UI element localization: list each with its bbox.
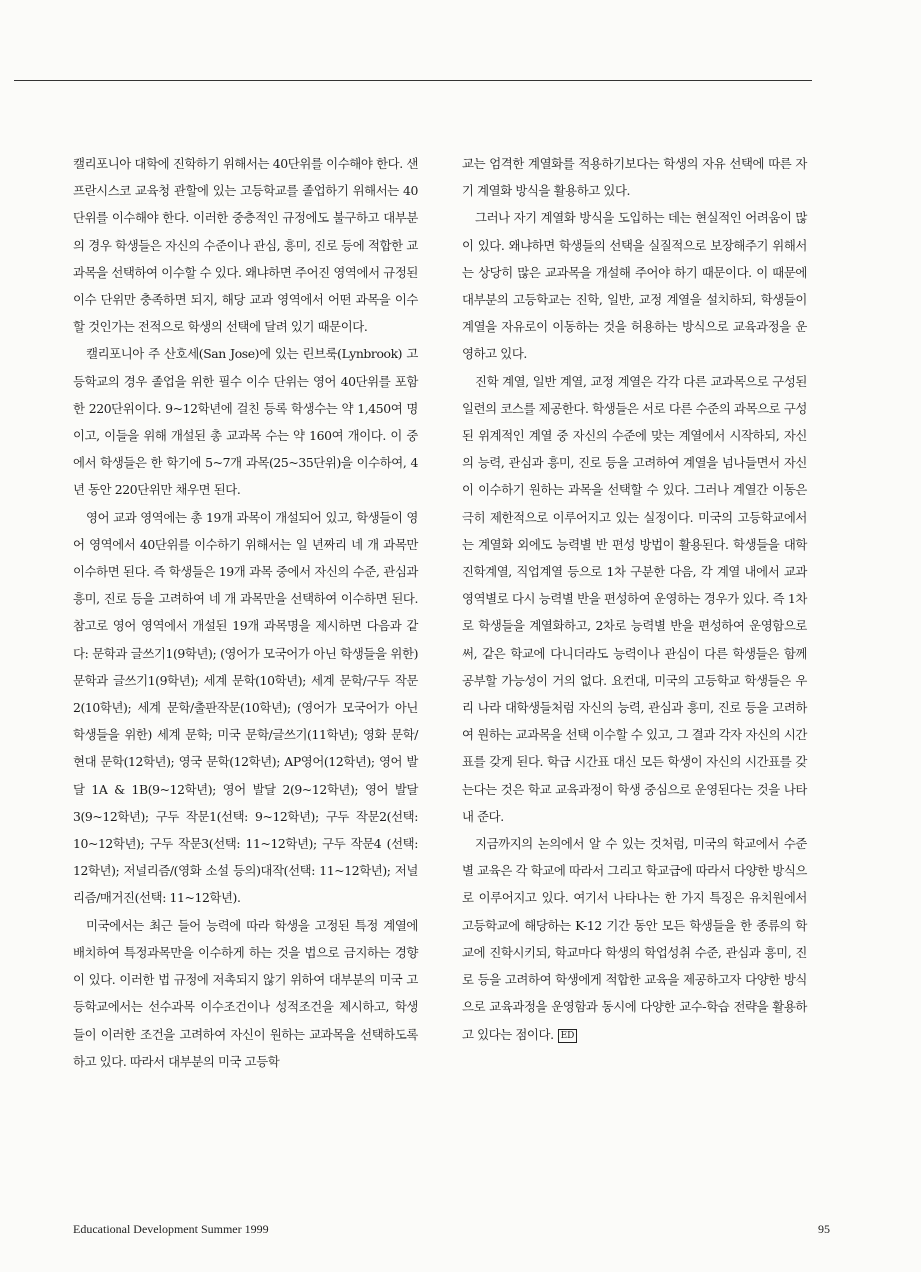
- paragraph: 캘리포니아 주 산호세(San Jose)에 있는 린브룩(Lynbrook) 고등학교의 경우 졸업을 위한 필수 이수 단위는 영어 40단위를 포함한 220단위이다. 9~12학년에 걸친 등록 학생수는 약 1,450여 명이고, 이들을 위해 개설된 총 교과목 수는 약 160여 개이다. 이 중에서 학생들은 한 학기에 5~7개 과목(25~35단위)을 이수하여, 4년 동안 220단위만 채우면 된다.: [73, 346, 418, 498]
- header-rule: [14, 80, 812, 81]
- footer-journal-title: Educational Development Summer 1999: [73, 1222, 269, 1236]
- right-column: [462, 150, 807, 1048]
- paragraph: 진학 계열, 일반 계열, 교정 계열은 각각 다른 교과목으로 구성된 일련의 코스를 제공한다. 학생들은 서로 다른 수준의 과목으로 구성된 위계적인 계열 중 자신의 수준에 맞는 계열에서 시작하되, 자신의 능력, 관심과 흥미, 진로 등을 고려하여 계열을 넘나들면서 자신이 이수하기 원하는 과목을 선택할 수 있다. 그러나 계열간 이동은 극히 제한적으로 이루어지고 있는 실정이다. 미국의 고등학교에서는 계열화 외에도 능력별 반 편성 방법이 활용된다. 학생들을 대학진학계열, 직업계열 등으로 1차 구분한 다음, 각 계열 내에서 교과 영역별로 다시 능력별 반을 편성하여 운영하는 경우가 있다. 즉 1차로 학생들을 계열화하고, 2차로 능력별 반을 편성하여 운영함으로써, 같은 학교에 다니더라도 능력이나 관심이 다른 학생들은 함께 공부할 가능성이 거의 없다. 요컨대, 미국의 고등학교 학생들은 우리 나라 대학생들처럼 자신의 능력, 관심과 흥미, 진로 등을 고려하여 원하는 교과목을 선택 이수할 수 있고, 그 결과 각자 자신의 시간표를 갖게 된다. 학급 시간표 대신 모든 학생이 자신의 시간표를 갖는다는 것은 학교 교육과정이 학생 중심으로 운영된다는 것을 나타내 준다.: [462, 373, 807, 824]
- paragraph: 영어 교과 영역에는 총 19개 과목이 개설되어 있고, 학생들이 영어 영역에서 40단위를 이수하기 위해서는 일 년짜리 네 개 과목만 이수하면 된다. 즉 학생들은 19개 과목 중에서 자신의 수준, 관심과 흥미, 진로 등을 고려하여 네 개 과목만을 선택하여 이수하면 된다. 참고로 영어 영역에서 개설된 19개 과목명을 제시하면 다음과 같다: 문학과 글쓰기1(9학년); (영어가 모국어가 아닌 학생들을 위한) 문학과 글쓰기1(9학년); 세계 문학(10학년); 세계 문학/구두 작문2(10학년); 세계 문학/출판작문(10학년); (영어가 모국어가 아닌 학생들을 위한) 세계 문학; 미국 문학/글쓰기(11학년); 영화 문학/현대 문학(12학년); 영국 문학(12학년); AP영어(12학년); 영어 발달 1A & 1B(9~12학년); 영어 발달 2(9~12학년); 영어 발달 3(9~12학년); 구두 작문1(선택: 9~12학년); 구두 작문2(선택: 10~12학년); 구두 작문3(선택: 11~12학년); 구두 작문4 (선택: 12학년); 저널리즘/(영화 소설 등의)대작(선택: 11~12학년); 저널리즘/매거진(선택: 11~12학년).: [73, 509, 418, 906]
- paragraph-text: 지금까지의 논의에서 알 수 있는 것처럼, 미국의 학교에서 수준별 교육은 각 학교에 따라서 그리고 학교급에 따라서 다양한 방식으로 이루어지고 있다. 여기서 나타나는 한 가지 특징은 유치원에서 고등학교에 해당하는 K-12 기간 동안 모든 학생들을 한 종류의 학교에 진학시키되, 학교마다 학생의 학업성취 수준, 관심과 흥미, 진로 등을 고려하여 학생에게 적합한 교육을 제공하고자 다양한 방식으로 교육과정을 운영함과 동시에 다양한 교수-학습 전략을 활용하고 있다는 점이다.: [462, 836, 807, 1042]
- paragraph: 그러나 자기 계열화 방식을 도입하는 데는 현실적인 어려움이 많이 있다. 왜냐하면 학생들의 선택을 실질적으로 보장해주기 위해서는 상당히 많은 교과목을 개설해 주어야 하기 때문이다. 이 때문에 대부분의 고등학교는 진학, 일반, 교정 계열을 설치하되, 학생들이 계열을 자유로이 이동하는 것을 허용하는 방식으로 교육과정을 운영하고 있다.: [462, 210, 807, 362]
- paragraph: 교는 엄격한 계열화를 적용하기보다는 학생의 자유 선택에 따른 자기 계열화 방식을 활용하고 있다.: [462, 156, 807, 199]
- page-number: 95: [818, 1222, 830, 1236]
- left-column: [73, 150, 418, 1075]
- paragraph: 캘리포니아 대학에 진학하기 위해서는 40단위를 이수해야 한다. 샌프란시스코 교육청 관할에 있는 고등학교를 졸업하기 위해서는 40단위를 이수해야 한다. 이러한 중층적인 규정에도 불구하고 대부분의 경우 학생들은 자신의 수준이나 관심, 흥미, 진로 등에 적합한 교과목을 선택하여 이수할 수 있다. 왜냐하면 주어진 영역에서 규정된 이수 단위만 충족하면 되지, 해당 교과 영역에서 어떤 과목을 이수할 것인가는 전적으로 학생의 선택에 달려 있기 때문이다.: [73, 156, 418, 335]
- paragraph: 미국에서는 최근 들어 능력에 따라 학생을 고정된 특정 계열에 배치하여 특정과목만을 이수하게 하는 것을 법으로 금지하는 경향이 있다. 이러한 법 규정에 저촉되지 않기 위하여 대부분의 미국 고등학교에서는 선수과목 이수조건이나 성적조건을 제시하고, 학생들이 이러한 조건을 고려하여 자신이 원하는 교과목을 선택하도록 하고 있다. 따라서 대부분의 미국 고등학: [73, 917, 418, 1069]
- paragraph-last: [462, 830, 807, 1048]
- end-mark-icon: ED: [558, 1029, 578, 1043]
